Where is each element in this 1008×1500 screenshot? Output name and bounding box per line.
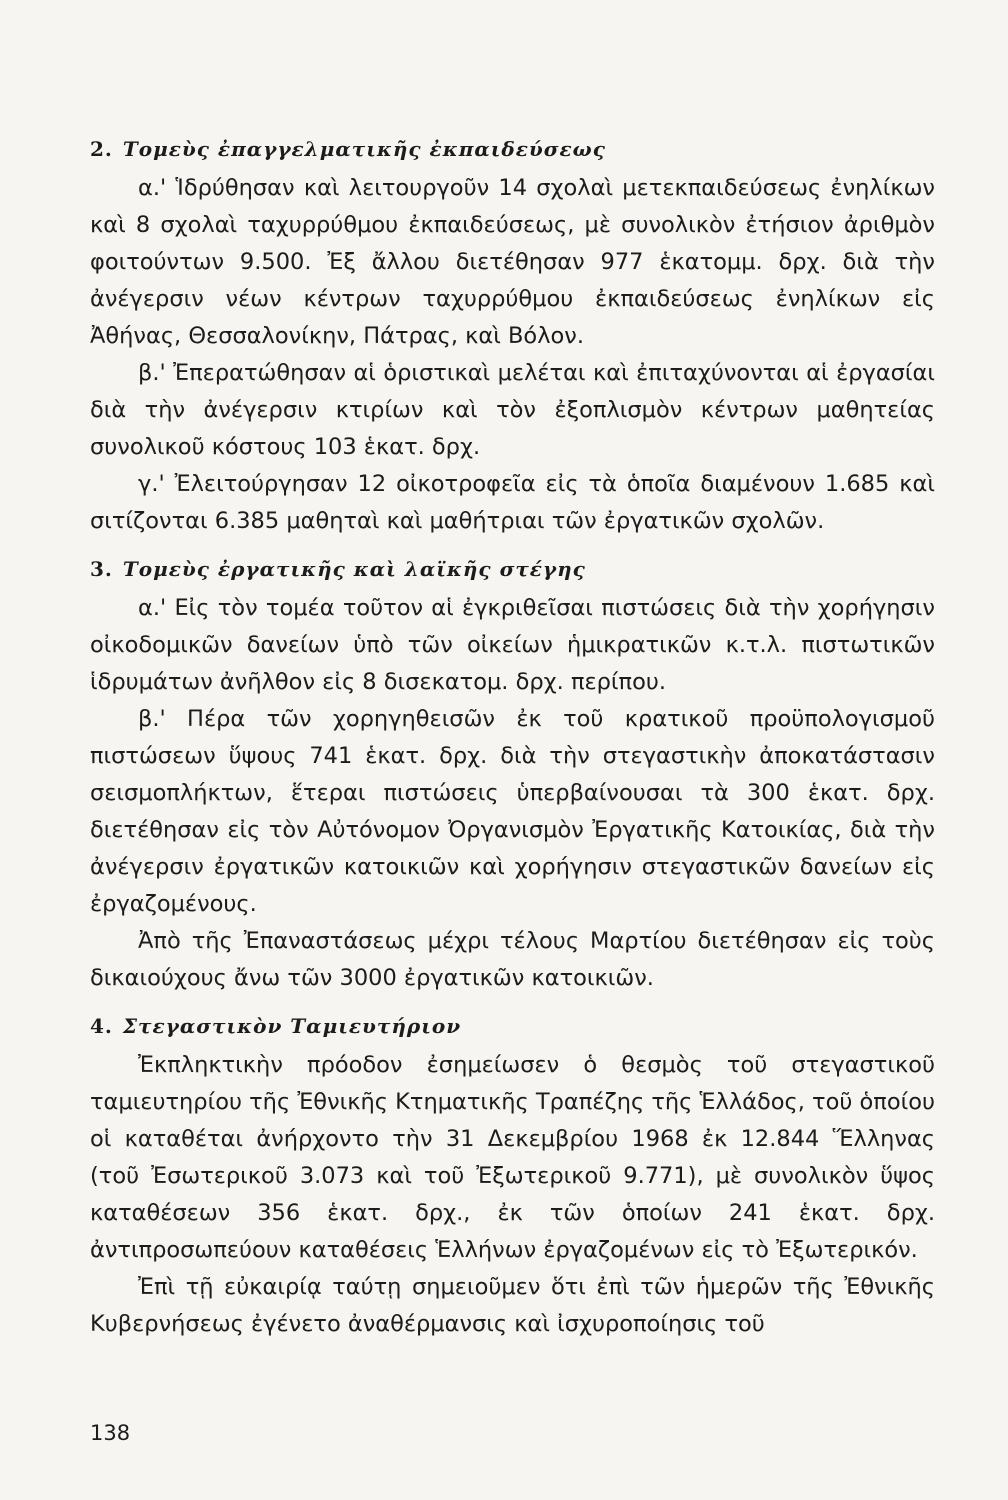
section-housing-savings-bank	[90, 1005, 935, 1343]
paragraph: Ἀπὸ τῆς Ἐπαναστάσεως μέχρι τέλους Μαρτίου διετέθησαν εἰς τοὺς δικαιούχους ἄνω τῶν 3000 ἐργατικῶν κατοικιῶν.	[90, 928, 935, 991]
section-heading	[90, 128, 935, 170]
page-body	[90, 128, 935, 1343]
paragraph: γ.' Ἐλειτούργησαν 12 οἰκοτροφεῖα εἰς τὰ ὁποῖα διαμένουν 1.685 καὶ σιτίζονται 6.385 μαθηταὶ καὶ μαθήτριαι τῶν ἐργατικῶν σχολῶν.	[90, 471, 935, 534]
section-heading	[90, 548, 935, 590]
paragraph: Ἐπὶ τῇ εὐκαιρίᾳ ταύτῃ σημειοῦμεν ὅτι ἐπὶ τῶν ἡμερῶν τῆς Ἐθνικῆς Κυβερνήσεως ἐγένετο ἀναθέρμανσις καὶ ἰσχυροποίησις τοῦ	[90, 1274, 935, 1337]
section-vocational-education	[90, 128, 935, 540]
paragraph: β.' Πέρα τῶν χορηγηθεισῶν ἐκ τοῦ κρατικοῦ προϋπολογισμοῦ πιστώσεων ὕψους 741 ἑκατ. δρχ. διὰ τὴν στεγαστικὴν ἀποκατάστασιν σεισμοπλήκτων, ἕτεραι πιστώσεις ὑπερβαίνουσαι τὰ 300 ἑκατ. δρχ. διετέθησαν εἰς τὸν Αὐτόνομον Ὀργανισμὸν Ἐργατικῆς Κατοικίας, διὰ τὴν ἀνέγερσιν ἐργατικῶν κατοικιῶν καὶ χορήγησιν στεγαστικῶν δανείων εἰς ἐργαζομένους.	[90, 706, 935, 917]
paragraph: α.' Ἱδρύθησαν καὶ λειτουργοῦν 14 σχολαὶ μετεκπαιδεύσεως ἐνηλίκων καὶ 8 σχολαὶ ταχυρρύθμου ἐκπαιδεύσεως, μὲ συνολικὸν ἐτήσιον ἀριθμὸν φοιτούντων 9.500. Ἐξ ἄλλου διετέθησαν 977 ἑκατομμ. δρχ. διὰ τὴν ἀνέγερσιν νέων κέντρων ταχυρρύθμου ἐκπαιδεύσεως ἐνηλίκων εἰς Ἀθήνας, Θεσσαλονίκην, Πάτρας, καὶ Βόλον.	[90, 175, 935, 349]
section-number: 4.	[90, 1014, 113, 1038]
section-title: Τομεὺς ἐπαγγελματικῆς ἐκπαιδεύσεως	[122, 137, 606, 161]
section-title: Τομεὺς ἐργατικῆς καὶ λαϊκῆς στέγης	[122, 557, 586, 581]
section-heading	[90, 1005, 935, 1047]
page-number: 138	[90, 1421, 131, 1445]
section-number: 2.	[90, 137, 113, 161]
section-number: 3.	[90, 557, 113, 581]
paragraph: α.' Εἰς τὸν τομέα τοῦτον αἱ ἐγκριθεῖσαι πιστώσεις διὰ τὴν χορήγησιν οἰκοδομικῶν δανείων ὑπὸ τῶν οἰκείων ἡμικρατικῶν κ.τ.λ. πιστωτικῶν ἱδρυμάτων ἀνῆλθον εἰς 8 δισεκατομ. δρχ. περίπου.	[90, 595, 935, 695]
section-workers-housing	[90, 548, 935, 997]
section-title: Στεγαστικὸν Ταμιευτήριον	[122, 1014, 462, 1038]
paragraph: Ἐκπληκτικὴν πρόοδον ἐσημείωσεν ὁ θεσμὸς τοῦ στεγαστικοῦ ταμιευτηρίου τῆς Ἐθνικῆς Κτηματικῆς Τραπέζης τῆς Ἑλλάδος, τοῦ ὁποίου οἱ καταθέται ἀνήρχοντο τὴν 31 Δεκεμβρίου 1968 ἐκ 12.844 Ἕλληνας (τοῦ Ἐσωτερικοῦ 3.073 καὶ τοῦ Ἐξωτερικοῦ 9.771), μὲ συνολικὸν ὕψος καταθέσεων 356 ἑκατ. δρχ., ἐκ τῶν ὁποίων 241 ἑκατ. δρχ. ἀντιπροσωπεύουν καταθέσεις Ἑλλήνων ἐργαζομένων εἰς τὸ Ἐξωτερικόν.	[90, 1052, 935, 1263]
paragraph: β.' Ἐπερατώθησαν αἱ ὁριστικαὶ μελέται καὶ ἐπιταχύνονται αἱ ἐργασίαι διὰ τὴν ἀνέγερσιν κτιρίων καὶ τὸν ἐξοπλισμὸν κέντρων μαθητείας συνολικοῦ κόστους 103 ἑκατ. δρχ.	[90, 360, 935, 460]
